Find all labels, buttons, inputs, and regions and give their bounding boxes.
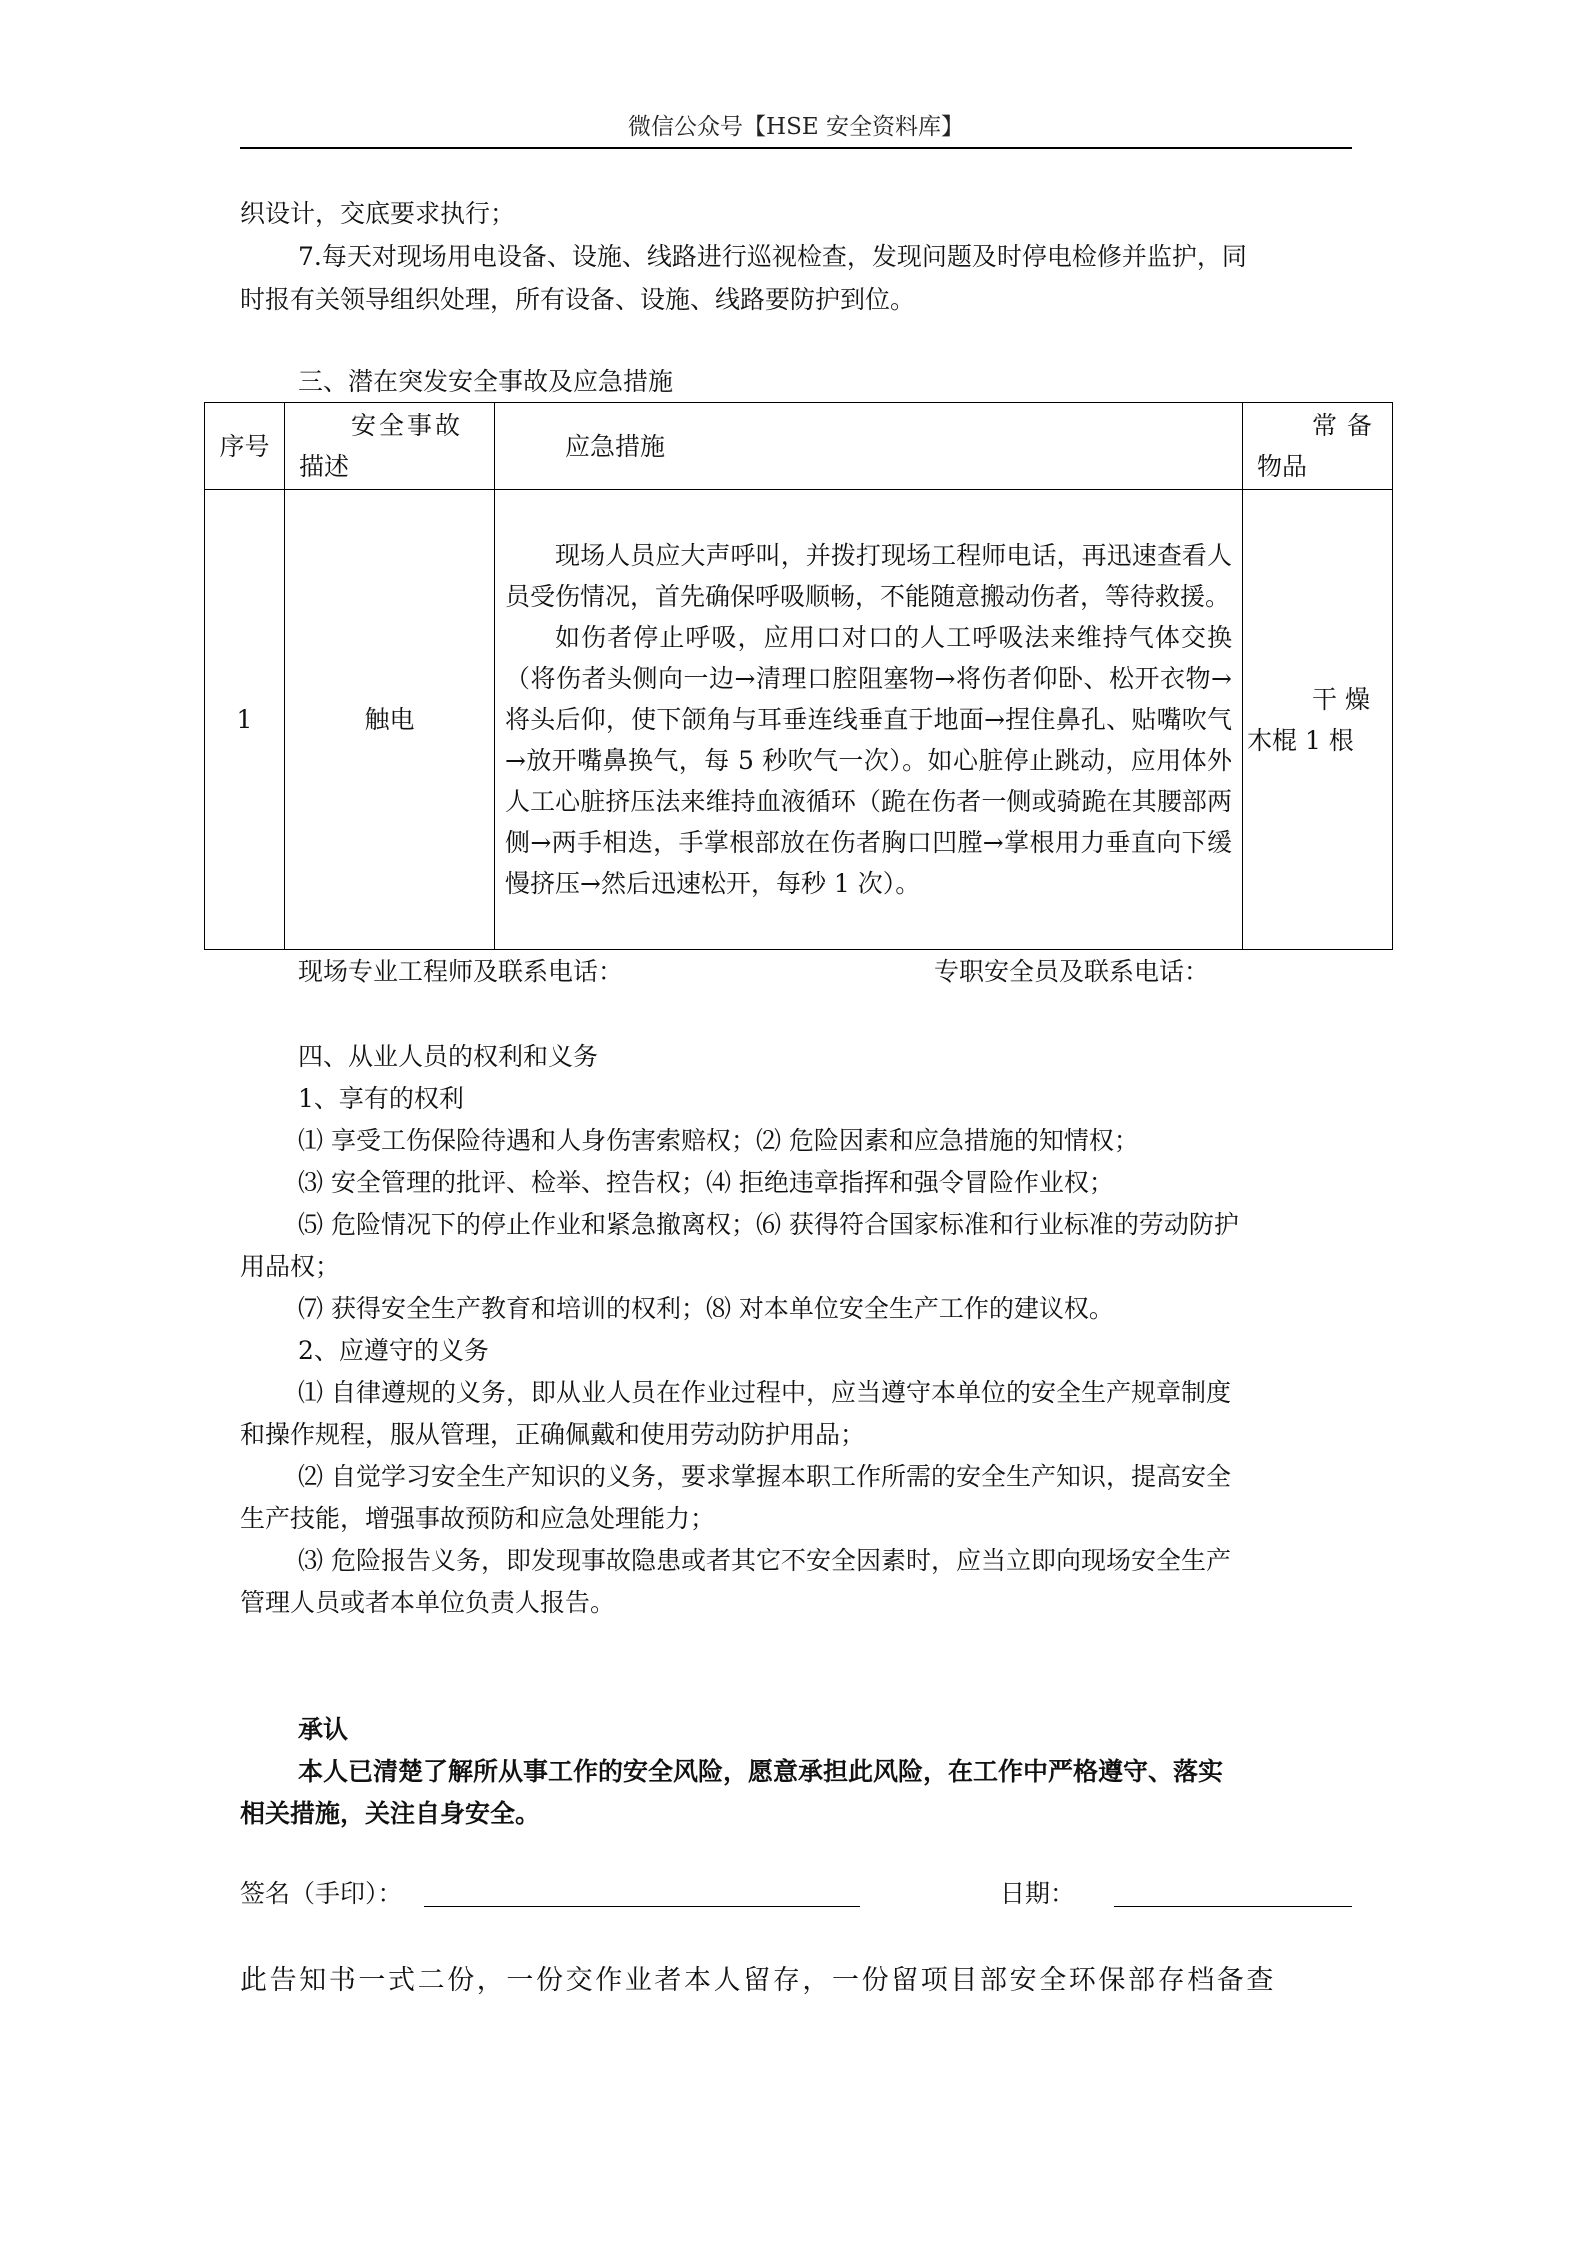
section-3-title: 三、潜在突发安全事故及应急措施 <box>298 367 674 396</box>
duties-line-4: 生产技能，增强事故预防和应急处理能力； <box>240 1504 716 1533</box>
date-field-line[interactable] <box>1114 1906 1352 1907</box>
header-description <box>285 403 495 490</box>
duties-line-1: ⑴ 自律遵规的义务，即从业人员在作业过程中，应当遵守本单位的安全生产规章制度 <box>298 1378 1231 1407</box>
duties-line-5: ⑶ 危险报告义务，即发现事故隐患或者其它不安全因素时，应当立即向现场安全生产 <box>298 1546 1231 1575</box>
page-header: 微信公众号【HSE 安全资料库】 <box>628 114 964 140</box>
row-no: 1 <box>205 490 285 950</box>
row-items-line-2: 木棍 1 根 <box>1247 725 1354 755</box>
duties-line-3: ⑵ 自觉学习安全生产知识的义务，要求掌握本职工作所需的安全生产知识，提高安全 <box>298 1462 1231 1491</box>
contact-engineer-label: 现场专业工程师及联系电话： <box>298 957 624 986</box>
header-description-line-1: 安全事故 <box>351 411 464 440</box>
acknowledgement-line-2: 相关措施，关注自身安全。 <box>240 1799 541 1828</box>
emergency-measures-table <box>204 402 1393 950</box>
measures-paragraph-1: 现场人员应大声呼叫，并拨打现场工程师电话，再迅速查看人员受伤情况，首先确保呼吸顺畅，不能随意搬动伤者，等待救援。 <box>505 541 1232 611</box>
measures-paragraph-2: 如伤者停止呼吸，应用口对口的人工呼吸法来维持气体交换（将伤者头侧向一边→清理口腔阻塞物→将伤者仰卧、松开衣物→将头后仰，使下颌角与耳垂连线垂直于地面→捏住鼻孔、贴嘴吹气→放开嘴鼻换气，每 5 秒吹气一次）。如心脏停止跳动，应用体外人工心脏挤压法来维持血液循环（跪在伤者一侧或骑跪在其腰部两侧→两手相迭，手掌根部放在伤者胸口凹膛→掌根用力垂直向下缓慢挤压→然后迅速松开，每秒 1 次）。 <box>505 623 1232 898</box>
contact-safety-officer-label: 专职安全员及联系电话： <box>934 957 1210 986</box>
rights-line-1: ⑴ 享受工伤保险待遇和人身伤害索赔权；⑵ 危险因素和应急措施的知情权； <box>298 1126 1139 1155</box>
rights-line-3: ⑸ 危险情况下的停止作业和紧急撤离权；⑹ 获得符合国家标准和行业标准的劳动防护 <box>298 1210 1239 1239</box>
row-items <box>1243 490 1393 950</box>
row-description: 触电 <box>285 490 495 950</box>
footer-note: 此告知书一式二份，一份交作业者本人留存，一份留项目部安全环保部存档备查 <box>240 1965 1276 1996</box>
table-header-row <box>205 403 1393 490</box>
acknowledgement-title: 承认 <box>298 1715 349 1744</box>
duties-line-6: 管理人员或者本单位负责人报告。 <box>240 1588 616 1617</box>
signature-field-line[interactable] <box>424 1906 860 1907</box>
signature-label: 签名（手印）： <box>240 1879 403 1908</box>
rights-line-5: ⑺ 获得安全生产教育和培训的权利；⑻ 对本单位安全生产工作的建议权。 <box>298 1294 1114 1323</box>
header-no: 序号 <box>205 403 285 490</box>
table-row <box>205 490 1393 950</box>
header-measures: 应急措施 <box>495 403 1243 490</box>
item-7-line-1: 7.每天对现场用电设备、设施、线路进行巡视检查，发现问题及时停电检修并监护，同 <box>298 242 1247 271</box>
rights-line-2: ⑶ 安全管理的批评、检举、控告权；⑷ 拒绝违章指挥和强令冒险作业权； <box>298 1168 1114 1197</box>
rights-title: 1、享有的权利 <box>298 1084 464 1113</box>
date-label: 日期： <box>1000 1879 1076 1908</box>
duties-line-2: 和操作规程，服从管理，正确佩戴和使用劳动防护用品； <box>240 1420 866 1449</box>
section-4-title: 四、从业人员的权利和义务 <box>298 1042 599 1071</box>
header-items-line-2: 物品 <box>1257 452 1308 481</box>
row-items-line-1: 干燥 <box>1311 684 1378 714</box>
header-items-line-1: 常备 <box>1311 411 1382 440</box>
rights-line-4: 用品权； <box>240 1252 341 1281</box>
intro-continued-line: 织设计，交底要求执行； <box>240 199 516 228</box>
duties-title: 2、应遵守的义务 <box>298 1336 489 1365</box>
acknowledgement-line-1: 本人已清楚了解所从事工作的安全风险，愿意承担此风险，在工作中严格遵守、落实 <box>298 1757 1224 1786</box>
row-measures <box>495 490 1243 950</box>
item-7-line-2: 时报有关领导组织处理，所有设备、设施、线路要防护到位。 <box>240 285 916 314</box>
header-description-line-2: 描述 <box>299 452 350 481</box>
header-rule <box>240 147 1352 149</box>
header-items <box>1243 403 1393 490</box>
